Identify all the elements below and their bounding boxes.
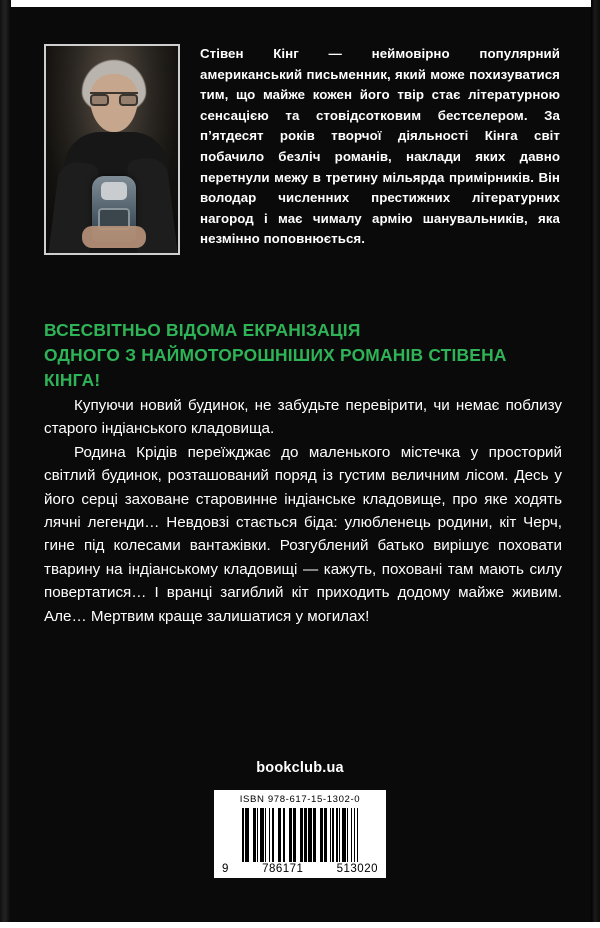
book-spine bbox=[0, 0, 11, 928]
photo-hands bbox=[82, 226, 146, 248]
cover-bottom-edge bbox=[0, 922, 600, 928]
promo-headline bbox=[44, 318, 562, 393]
author-photo-wrapper bbox=[44, 44, 184, 255]
description-paragraph: Родина Крідів переїжджає до маленького містечка у просторий світлий будинок, розташований поряд із густим величним лісом. Десь у його серці заховане старовинне індіанське кладовище, про яке ходять лячні легенди… Невдовзі стається біда: улюбленець родини, кіт Черч, гине під колесами вантажівки. Розгублений батько вирішує поховати тварину на індіанському кладовищі — кажуть, поховані там мають силу повертатися… І вранці загиблий кіт приходить додому майже живим. Але… Мертвим краще залишатися у могилах! bbox=[44, 443, 562, 625]
promo-headline-line2: ОДНОГО З НАЙМОТОРОШНІШИХ РОМАНІВ СТІВЕНА КІНГА! bbox=[44, 345, 507, 390]
barcode-bars bbox=[220, 808, 380, 862]
promo-headline-line1: ВСЕСВІТНЬО ВІДОМА ЕКРАНІЗАЦІЯ bbox=[44, 320, 361, 340]
barcode-digit-group2: 513020 bbox=[336, 863, 378, 875]
author-biography-text: Стівен Кінг — неймовірно популярний американський письменник, який може похизуватися тим, що майже кожен його твір стає літературною сенсацією та стовідсотковим бестселером. За п’ятдесят років творчої діяльності Кінга світ побачило безліч романів, наклади яких давно перетнули межу в третину мільярда примірників. Він володар численних престижних літературних нагород і має чималу армію шанувальників, яка незмінно поповнюється. bbox=[200, 46, 560, 247]
description-paragraph: Купуючи новий будинок, не забудьте перевірити, чи немає поблизу старого індіанського кладовища. bbox=[44, 397, 562, 438]
cover-top-edge bbox=[0, 0, 600, 7]
author-section bbox=[44, 44, 560, 255]
book-description bbox=[44, 394, 562, 628]
publisher-website: bookclub.ua bbox=[256, 760, 344, 776]
barcode-digit-left: 9 bbox=[222, 863, 229, 875]
barcode-digit-group1: 786171 bbox=[262, 863, 304, 875]
isbn-text: ISBN 978-617-15-1302-0 bbox=[239, 794, 361, 805]
barcode-digits bbox=[220, 862, 380, 876]
barcode bbox=[214, 790, 386, 878]
glasses-icon bbox=[90, 92, 138, 104]
cover-right-edge bbox=[591, 0, 600, 928]
author-photo bbox=[44, 44, 180, 255]
